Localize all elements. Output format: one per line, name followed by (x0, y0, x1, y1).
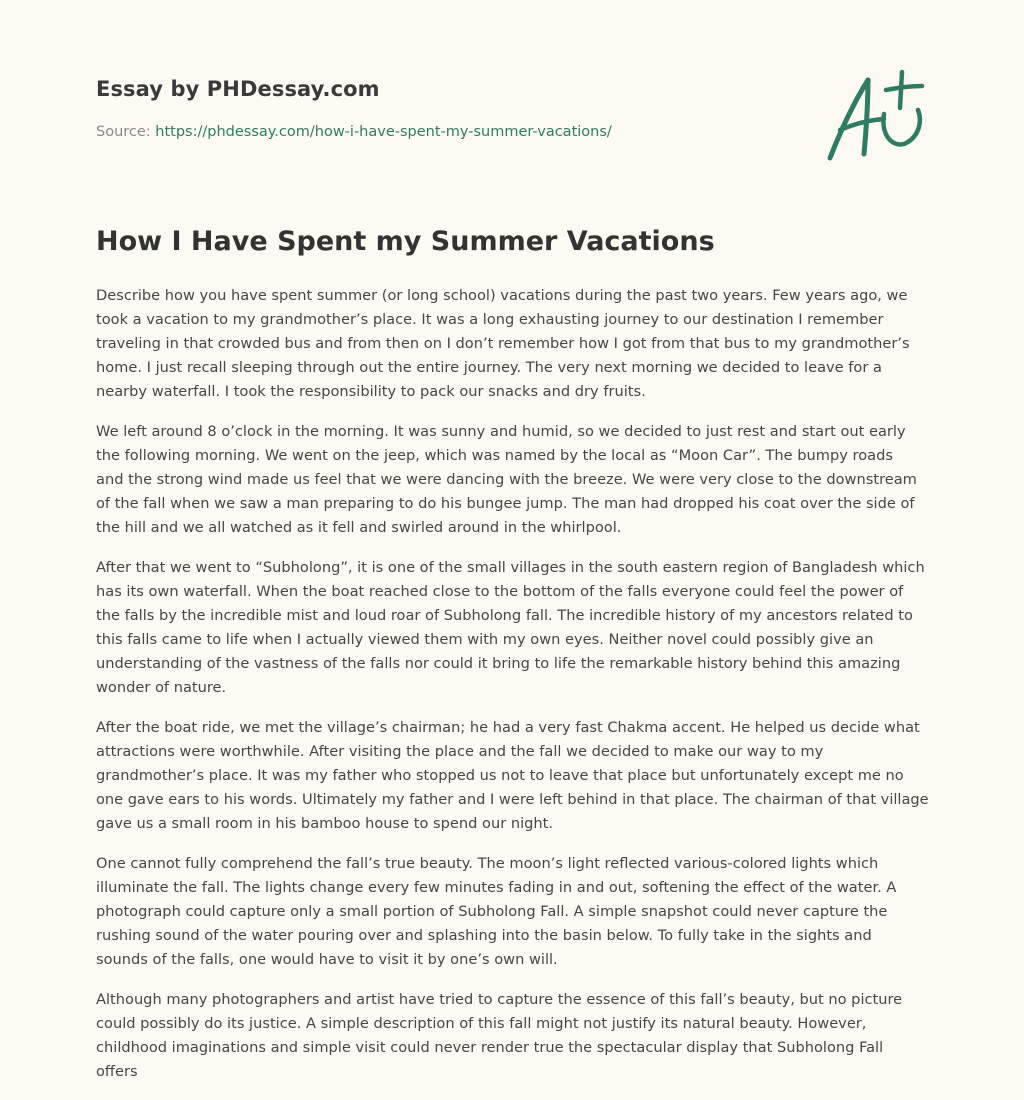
essay-paragraph-line: traveling in that crowded bus and from then on I don’t remember how I got from that bus to my grandmother’s (96, 335, 910, 352)
essay-paragraph-line: of the fall when we saw a man preparing to do his bungee jump. The man had dropped his coat over the side of (96, 495, 915, 512)
essay-paragraph-line: gave us a small room in his bamboo house to spend our night. (96, 815, 554, 832)
essay-paragraph-line: one gave ears to his words. Ultimately my father and I were left behind in that place. The chairman of that village (96, 791, 929, 808)
essay-body (96, 284, 932, 1100)
essay-paragraph-line: childhood imaginations and simple visit could never render true the spectacular display that Subholong Fall (96, 1039, 884, 1056)
essay-paragraph-line: sounds of the falls, one would have to visit it by one’s own will. (96, 951, 558, 968)
essay-paragraph (96, 556, 932, 700)
essay-paragraph-line: Although many photographers and artist have tried to capture the essence of this fall’s beauty, but no picture (96, 991, 903, 1008)
essay-paragraph-line: understanding of the vastness of the falls nor could it bring to life the remarkable history behind this amazing (96, 655, 901, 672)
essay-paragraph-line: rushing sound of the water pouring over and splashing into the basin below. To fully take in the sights and (96, 927, 872, 944)
source-label: Source: (96, 124, 156, 140)
essay-paragraph-line: Describe how you have spent summer (or long school) vacations during the past two years. Few years ago, we (96, 287, 908, 304)
essay-paragraph-line: offers (96, 1063, 138, 1080)
site-title: Essay by PHDessay.com (96, 77, 380, 101)
essay-paragraph-line: photograph could capture only a small portion of Subholong Fall. A simple snapshot could never capture the (96, 903, 888, 920)
essay-paragraph (96, 284, 932, 404)
essay-paragraph-line: One cannot fully comprehend the fall’s true beauty. The moon’s light reflected various-colored lights which (96, 855, 879, 872)
essay-paragraph-line: attractions were worthwhile. After visiting the place and the fall we decided to make our way to my (96, 743, 824, 760)
essay-paragraph-line: illuminate the fall. The lights change every few minutes fading in and out, softening the effect of the water. A (96, 879, 897, 896)
a-plus-grade-logo-icon (822, 66, 932, 168)
essay-paragraph-line: nearby waterfall. I took the responsibility to pack our snacks and dry fruits. (96, 383, 646, 400)
essay-paragraph (96, 420, 932, 540)
essay-paragraph-line: the falls by the incredible mist and loud roar of Subholong fall. The incredible history of my ancestors related to (96, 607, 913, 624)
essay-paragraph-line: grandmother’s place. It was my father who stopped us not to leave that place but unfortunately except me no (96, 767, 904, 784)
essay-paragraph-line: home. I just recall sleeping through out the entire journey. The very next morning we decided to leave for a (96, 359, 882, 376)
essay-paragraph (96, 988, 932, 1084)
essay-paragraph-line: the hill and we all watched as it fell and swirled around in the whirlpool. (96, 519, 622, 536)
essay-paragraph-line: this falls came to life when I actually viewed them with my own eyes. Neither novel could possibly give an (96, 631, 874, 648)
essay-paragraph-line: and the strong wind made us feel that we were dancing with the breeze. We were very close to the downstream (96, 471, 917, 488)
essay-paragraph-line: took a vacation to my grandmother’s place. It was a long exhausting journey to our destination I remember (96, 311, 884, 328)
essay-paragraph-line: could possibly do its justice. A simple description of this fall might not justify its natural beauty. However, (96, 1015, 867, 1032)
essay-paragraph-line: We left around 8 o’clock in the morning. It was sunny and humid, so we decided to just rest and start out early (96, 423, 906, 440)
source-line (96, 124, 612, 140)
essay-title: How I Have Spent my Summer Vacations (96, 226, 715, 257)
essay-paragraph-line: has its own waterfall. When the boat reached close to the bottom of the falls everyone could feel the power of (96, 583, 904, 600)
source-link[interactable]: https://phdessay.com/how-i-have-spent-my-summer-vacations/ (155, 124, 612, 140)
essay-paragraph (96, 852, 932, 972)
essay-paragraph-line: wonder of nature. (96, 679, 227, 696)
essay-paragraph-line: After the boat ride, we met the village’s chairman; he had a very fast Chakma accent. He helped us decide what (96, 719, 920, 736)
essay-paragraph-line: the following morning. We went on the jeep, which was named by the local as “Moon Car”. The bumpy roads (96, 447, 893, 464)
essay-paragraph (96, 716, 932, 836)
essay-paragraph-line: After that we went to “Subholong”, it is one of the small villages in the south eastern region of Bangladesh which (96, 559, 925, 576)
